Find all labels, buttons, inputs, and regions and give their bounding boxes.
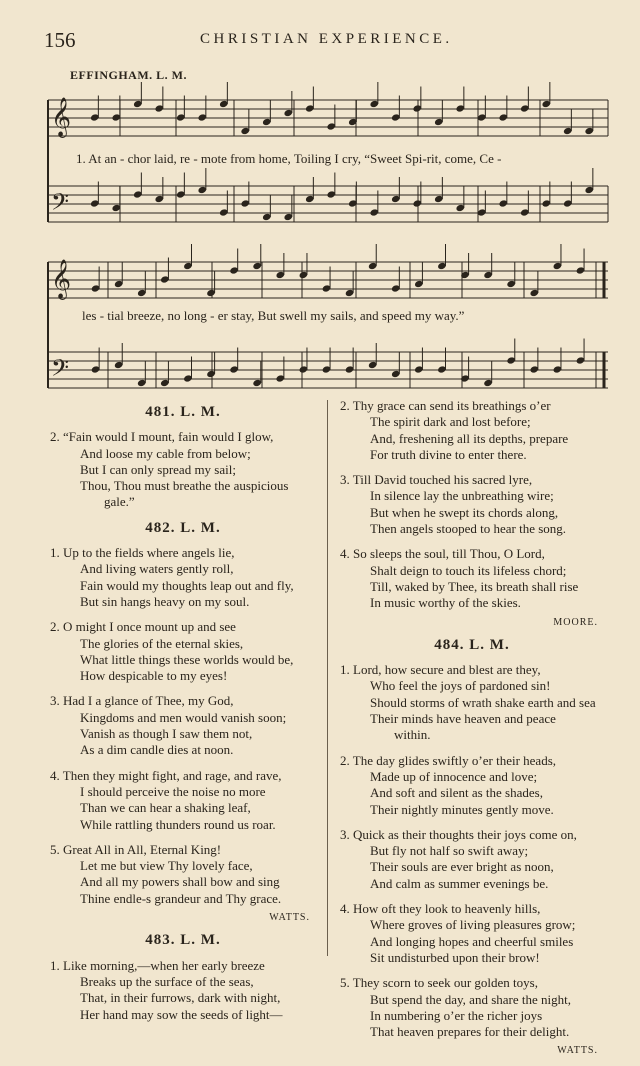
hymn-line: And soft and silent as the shades, (370, 785, 543, 801)
right-column (336, 398, 608, 1066)
stanza (336, 827, 608, 892)
stanza (46, 429, 320, 510)
hymn-line: 5. They scorn to seek our golden toys, (340, 975, 538, 991)
hymn-line: 4. Then they might fight, and rage, and rave, (50, 767, 282, 783)
hymn-line: Who feel the joys of pardoned sin! (370, 678, 551, 694)
hymn-line: That, in their furrows, dark with night, (80, 990, 281, 1006)
lyrics-line-1: 1. At an - chor laid, re - mote from home, Toiling I cry, “Sweet Spi-rit, come, Ce - (76, 151, 502, 166)
hymn-482-heading: 482. L. M. (145, 519, 221, 536)
treble-clef-2: 𝄞 (51, 259, 72, 299)
hymn-line: The glories of the eternal skies, (80, 635, 244, 651)
hymn-line: But sin hangs heavy on my soul. (80, 593, 250, 609)
hymn-481-author: MOORE. (553, 616, 598, 628)
stanza (46, 768, 320, 833)
running-head: CHRISTIAN EXPERIENCE. (200, 31, 453, 47)
hymn-line: Than we can hear a shaking leaf, (80, 800, 251, 816)
hymn-line: gale.” (104, 494, 135, 510)
hymn-line: 4. So sleeps the soul, till Thou, O Lord, (340, 546, 545, 562)
stanza (46, 842, 320, 907)
tune-title: EFFINGHAM. L. M. (70, 68, 187, 82)
hymn-line: And, freshening all its depths, prepare (370, 430, 569, 446)
bass-clef-2: 𝄢 (51, 354, 70, 387)
hymn-line: Kingdoms and men would vanish soon; (80, 709, 287, 725)
hymn-484-author: WATTS. (557, 1045, 598, 1057)
hymn-line: Thine endle-s grandeur and Thy grace. (80, 890, 282, 906)
hymn-line: Shalt deign to touch its lifeless chord; (370, 562, 567, 578)
treble-clef-1: 𝄞 (51, 97, 72, 137)
hymn-line: 2. Thy grace can send its breathings o’er (340, 398, 551, 413)
hymn-line: 2. O might I once mount up and see (50, 619, 236, 635)
hymn-line: In silence lay the unbreathing wire; (370, 488, 554, 504)
stanza (46, 693, 320, 758)
hymn-line: The spirit dark and lost before; (370, 414, 531, 430)
bass-clef-1: 𝄢 (51, 188, 70, 221)
hymn-line: But when he swept its chords along, (370, 504, 559, 520)
hymn-line: That heaven prepares for their delight. (370, 1024, 570, 1040)
hymn-line: Their minds have heaven and peace (370, 711, 556, 727)
hymn-line: As a dim candle dies at noon. (80, 742, 234, 758)
hymn-481-heading: 481. L. M. (145, 404, 221, 420)
column-rule (327, 400, 328, 956)
hymn-line: Fain would my thoughts leap out and fly, (80, 577, 294, 593)
hymn-line: Then angels stooped to hear the song. (370, 521, 567, 537)
hymn-line: But spend the day, and share the night, (370, 991, 571, 1007)
hymn-line: And longing hopes and cheerful smiles (370, 933, 574, 949)
hymn-line: While rattling thunders round us roar. (80, 816, 276, 832)
hymn-line: 3. Quick as their thoughts their joys come on, (340, 826, 577, 842)
hymn-line: And calm as summer evenings be. (370, 875, 549, 891)
hymn-line: Should storms of wrath shake earth and sea (370, 694, 596, 710)
hymn-line: Thou, Thou must breathe the auspicious (80, 478, 289, 494)
hymn-line: But fly not half so swift away; (370, 843, 529, 859)
hymn-line: For truth divine to enter there. (370, 446, 527, 462)
hymn-line: 3. Had I a glance of Thee, my God, (50, 693, 234, 709)
hymn-line: Let me but view Thy lovely face, (80, 858, 253, 874)
stanza (336, 901, 608, 966)
hymn-line: 2. “Fain would I mount, fain would I glow, (50, 429, 274, 445)
left-column (46, 398, 320, 1032)
stanza (336, 472, 608, 537)
hymn-line: I should perceive the noise no more (80, 783, 266, 799)
hymn-line: Where groves of living pleasures grow; (370, 917, 576, 933)
hymn-line: And all my powers shall bow and sing (80, 874, 280, 890)
stanza (46, 545, 320, 610)
hymn-line: Made up of innocence and love; (370, 768, 538, 784)
hymn-line: And living waters gently roll, (80, 561, 234, 577)
stanza (336, 753, 608, 818)
hymn-line: Till, waked by Thee, its breath shall rise (370, 578, 579, 594)
hymn-line: What little things these worlds would be, (80, 651, 294, 667)
stanza (336, 398, 608, 463)
page-number: 156 (44, 28, 76, 52)
hymn-line: And loose my cable from below; (80, 445, 251, 461)
hymn-483-heading: 483. L. M. (145, 932, 221, 949)
stanza (46, 619, 320, 684)
hymn-line: 5. Great All in All, Eternal King! (50, 841, 222, 857)
stanza (46, 958, 320, 1023)
hymn-line: Her hand may sow the seeds of light— (80, 1006, 283, 1022)
hymn-line: In music worthy of the skies. (370, 595, 521, 611)
hymn-line: Breaks up the surface of the seas, (80, 973, 254, 989)
hymn-line: 1. Up to the fields where angels lie, (50, 545, 235, 561)
hymn-line: 3. Till David touched his sacred lyre, (340, 472, 533, 488)
hymn-line: 4. How oft they look to heavenly hills, (340, 901, 541, 917)
hymn-line: In numbering o’er the richer joys (370, 1007, 543, 1023)
stanza (336, 662, 608, 743)
hymn-line: Sit undisturbed upon their brow! (370, 949, 540, 965)
hymn-line: Their souls are ever bright as noon, (370, 859, 554, 875)
hymn-line: 1. Lord, how secure and blest are they, (340, 662, 541, 678)
hymn-482-author: WATTS. (269, 912, 310, 924)
music-score (0, 0, 640, 400)
hymn-line: Their nightly minutes gently move. (370, 801, 554, 817)
hymn-line: How despicable to my eyes! (80, 668, 228, 684)
hymn-line: 1. Like morning,—when her early breeze (50, 957, 265, 973)
hymn-line: But I can only spread my sail; (80, 461, 236, 477)
hymn-line: 2. The day glides swiftly o’er their heads, (340, 752, 557, 768)
hymn-line: Vanish as though I saw them not, (80, 726, 253, 742)
stanza (336, 975, 608, 1040)
lyrics-line-2: les - tial breeze, no long - er stay, But swell my sails, and speed my way.” (82, 308, 465, 323)
stanza (336, 546, 608, 611)
hymn-484-heading: 484. L. M. (434, 636, 510, 653)
hymn-line: within. (394, 727, 431, 743)
